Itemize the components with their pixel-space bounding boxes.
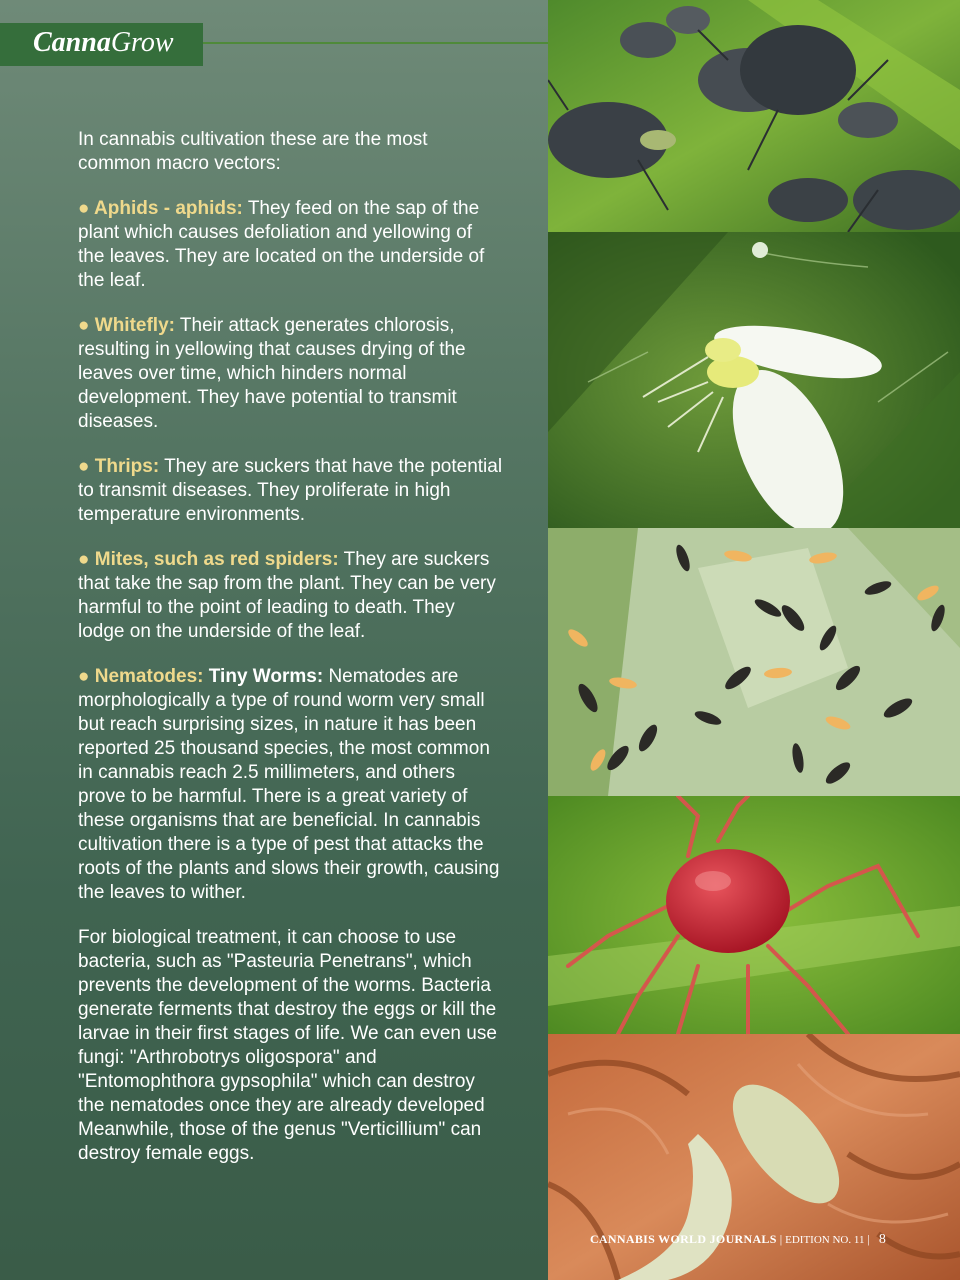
- journal-name: CANNABIS WORLD JOURNALS: [590, 1232, 777, 1246]
- pest-mites: [78, 548, 503, 644]
- pest-term: ● Mites, such as red spiders:: [78, 549, 339, 570]
- closing-paragraph: For biological treatment, it can choose to use bacteria, such as "Pasteuria Penetrans", which prevents the development of the worms. Bacteria generate ferments that destroy the eggs or kill the larvae in their first stages of life. We can even use fungi: "Arthrobotrys oligospora" and "Entomophthora gypsophila" which can destroy the nematodes once they are already developed Meanwhile, those of the genus "Verticillium" can destroy female eggs.: [78, 927, 497, 1164]
- thrips-photo: [548, 528, 960, 796]
- pest-term: ● Thrips:: [78, 456, 160, 477]
- page-number: 8: [878, 1232, 886, 1247]
- pest-subterm: Tiny Worms:: [203, 666, 324, 687]
- footer-separator: |: [779, 1232, 783, 1246]
- pest-text: Nematodes are morphologically a type of round worm very small but reach surprising sizes, in nature it has been reported 25 thousand species, the most common in cannabis reach 2.5 millimeters, and others prove to be harmful. There is a great variety of these organisms that are beneficial. In cannabis cultivation there is a type of pest that attacks the roots of the plants and slows their growth, causing the leaves to wither.: [78, 666, 500, 903]
- article-body: [78, 128, 503, 1187]
- pest-aphids: [78, 197, 503, 293]
- pest-text: Their attack generates chlorosis, resulting in yellowing that causes drying of the leaves over time, which hinders normal development. They have potential to transmit diseases.: [78, 315, 466, 432]
- pest-text: They are suckers that have the potential to transmit diseases. They proliferate in high temperature environments.: [78, 456, 503, 525]
- pest-term: ● Nematodes:: [78, 666, 204, 687]
- whitefly-photo: [548, 232, 960, 528]
- page-footer: [590, 1232, 886, 1248]
- footer-separator: |: [867, 1232, 870, 1246]
- pest-term: ● Aphids - aphids:: [78, 198, 243, 219]
- pest-whitefly: [78, 314, 503, 434]
- pest-text: They feed on the sap of the plant which causes defoliation and yellowing of the leaves. They are located on the underside of the leaf.: [78, 198, 485, 291]
- pest-text: They are suckers that take the sap from the plant. They can be very harmful to the point of leading to death. They lodge on the underside of the leaf.: [78, 549, 496, 642]
- edition-number: EDITION NO. 11: [785, 1234, 865, 1246]
- aphids-photo: [548, 0, 960, 232]
- spider-mite-photo: [548, 796, 960, 1034]
- brand-bold: Canna: [33, 27, 111, 58]
- pest-term: ● Whitefly:: [78, 315, 175, 336]
- pest-nematodes: [78, 665, 503, 905]
- pest-thrips: [78, 455, 503, 527]
- intro-paragraph: In cannabis cultivation these are the most common macro vectors:: [78, 129, 428, 174]
- brand-light: Grow: [110, 27, 174, 58]
- photo-column: [548, 0, 960, 1280]
- brand-logo: [33, 27, 174, 59]
